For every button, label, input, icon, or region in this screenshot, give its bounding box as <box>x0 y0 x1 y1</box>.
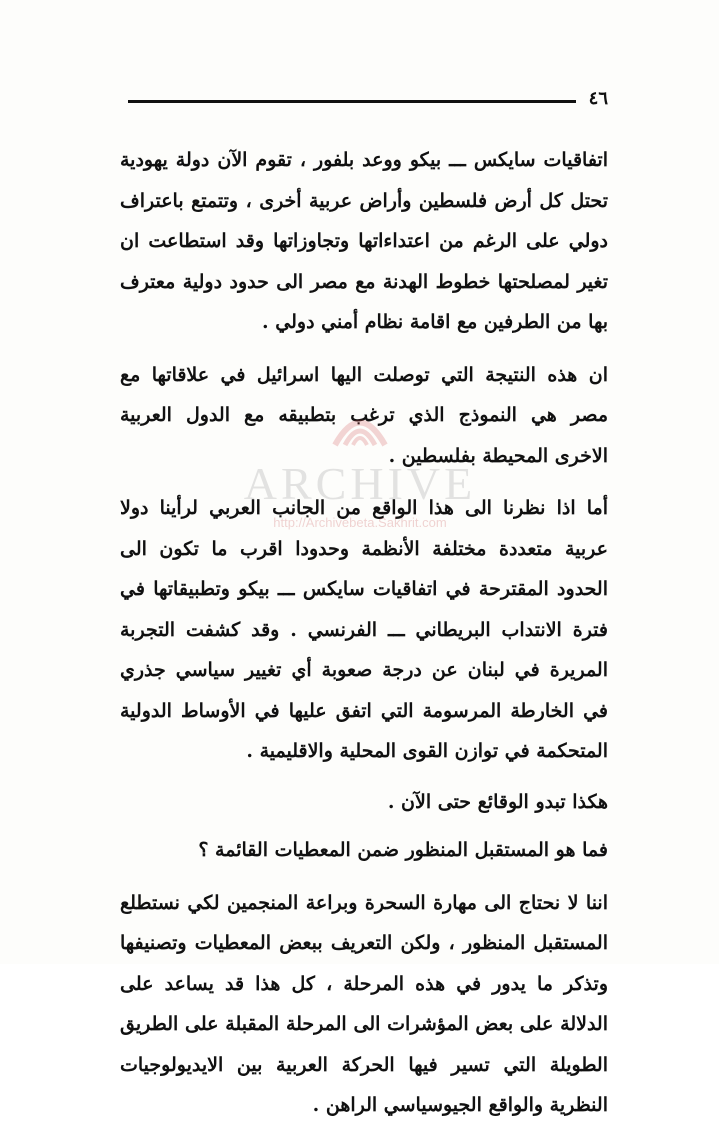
page-body <box>120 140 608 1126</box>
header-rule <box>128 100 576 103</box>
watermark-url: http://Archivebeta.Sakhrit.com <box>273 515 447 530</box>
paragraph: فما هو المستقبل المنظور ضمن المعطيات القائمة ؟ <box>198 839 608 861</box>
paragraph: هكذا تبدو الوقائع حتى الآن . <box>387 790 608 813</box>
paragraph: اننا لا نحتاج الى مهارة السحرة وبراعة المنجمين لكي نستطلع المستقبل المنظور ، ولكن التعريف ببعض المعطيات وتصنيفها وتذكر ما يدور في هذه المرحلة ، كل هذا قد يساعد على الدلالة على بعض المؤشرات الى المرحلة المقبلة على الطريق الطويلة التي تسير فيها الحركة العربية بين الايديولوجيات النظرية والواقع الجيوسياسي الراهن . <box>120 891 608 1116</box>
page-number: ٤٦ <box>588 88 608 109</box>
page-header <box>118 88 608 112</box>
paragraph: اتفاقيات سايكس ـــ بيكو ووعد بلفور ، تقوم الآن دولة يهودية تحتل كل أرض فلسطين وأراض عربية أخرى ، وتتمتع باعتراف دولي على الرغم من اعتداءاتها وتجاوزاتها وقد استطاعت ان تغير لمصلحتها خطوط الهدنة مع مصر الى حدود دولية معترف بها من الطرفين مع اقامة نظام أمني دولي . <box>120 149 608 333</box>
watermark-title: ARCHIVE <box>243 458 477 509</box>
paragraph: أما اذا نظرنا الى هذا الواقع من الجانب العربي لرأينا دولا عربية متعددة مختلفة الأنظمة وحدودا اقرب ما تكون الى الحدود المقترحة في اتفاقيات سايكس ـــ بيكو وتطبيقاتها في فترة الانتداب البريطاني ـــ الفرنسي . وقد كشفت التجربة المريرة في لبنان عن درجة صعوبة أي تغيير سياسي جذري في الخارطة المرسومة التي اتفق عليها في الأوساط الدولية المتحكمة في توازن القوى المحلية والاقليمية . <box>120 497 608 762</box>
paragraph: ان هذه النتيجة التي توصلت اليها اسرائيل في علاقاتها مع مصر هي النموذج الذي ترغب بتطبيقه مع الدول العربية الاخرى المحيطة بفلسطين . <box>120 363 608 467</box>
